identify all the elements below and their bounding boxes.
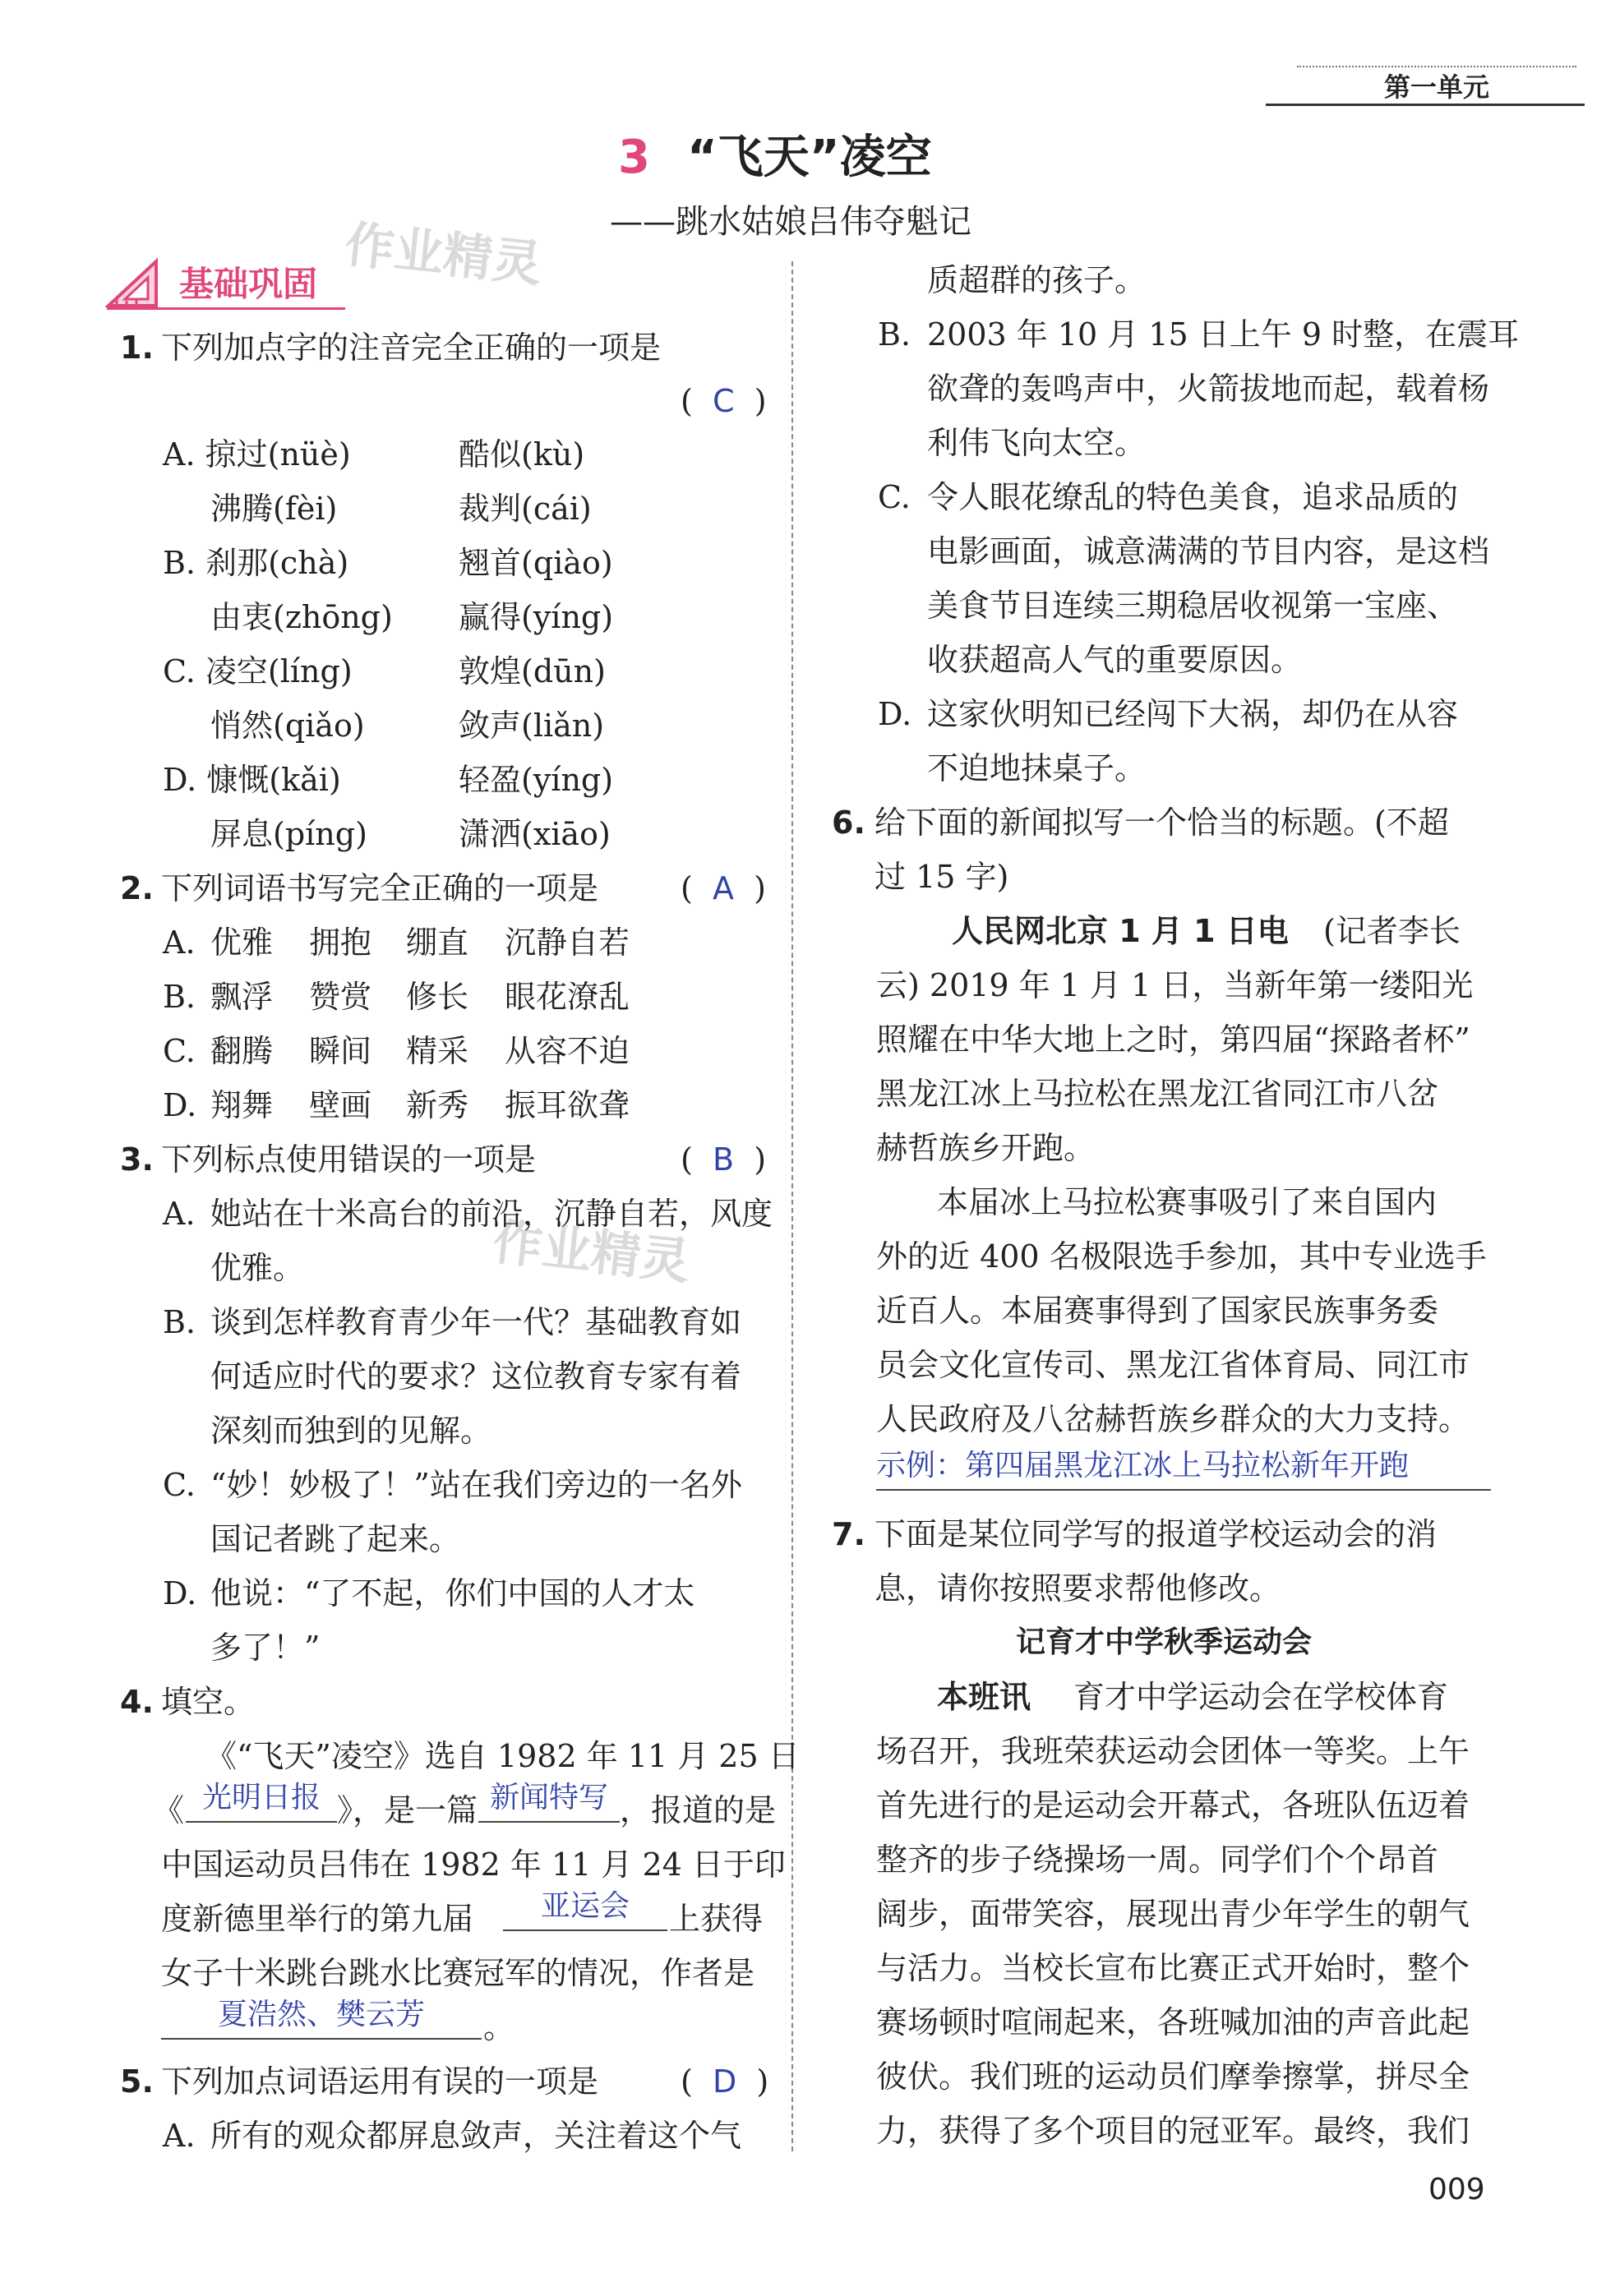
lesson-number: 3 [618,131,650,184]
q7-number: 7. [832,1516,865,1552]
q7-line7: 赛场顿时喧闹起来，各班喊加油的声音此起 [876,2004,1470,2040]
q7-stem-l2: 息，请你按照要求帮他修改。 [875,1570,1281,1607]
q6-stem-l2: 过 15 字) [875,859,1009,895]
q3-option-c-l2: 国记者跳了起来。 [210,1521,461,1557]
q3-option-d-letter: D. [163,1575,197,1611]
q7-line8: 彼伏。我们班的运动员们摩拳擦掌，拼尽全 [876,2059,1470,2095]
q6-p2-l2: 外的近 400 名极限选手参加，其中专业选手 [876,1238,1487,1275]
q6-p2-l3: 近百人。本届赛事得到了国家民族事务委 [876,1293,1439,1329]
q5-option-b-l3: 利伟飞向太空。 [927,425,1147,461]
header-rule [1266,104,1585,106]
q5-option-d-letter: D. [878,696,912,732]
q2-a-w1: 优雅 [210,924,274,961]
q5-answer-paren: ( D ) [681,2063,769,2100]
q1-stem: 下列加点字的注音完全正确的一项是 [161,330,662,366]
q2-b-w2: 赞赏 [309,979,372,1015]
q2-option-d: D. [163,1087,197,1123]
q5-option-c-l3: 美食节目连续三期稳居收视第一宝座、 [927,588,1459,624]
q5-answer: D [712,2063,737,2100]
q2-d-w1: 翔舞 [210,1087,274,1123]
q2-option-b: B. [163,979,196,1015]
lesson-title: “飞天”凌空 [687,131,932,184]
q5-option-b-l1: 2003 年 10 月 15 日上午 9 时整，在震耳 [927,316,1520,353]
q3-option-b-l2: 何适应时代的要求？这位教育专家有着 [210,1358,742,1395]
q3-stem: 下列标点使用错误的一项是 [161,1141,537,1178]
q1-option-d-b: 轻盈(yíng) [459,762,614,798]
q1-option-b-c: 由衷(zhōng) [210,599,393,635]
q5-option-b-letter: B. [878,316,911,353]
q1-option-a: A. 掠过(nüè) [163,436,351,473]
q2-c-w3: 精采 [406,1033,469,1069]
q2-stem: 下列词语书写完全正确的一项是 [161,870,599,906]
q5-option-a-l1: 所有的观众都屏息敛声，关注着这个气 [210,2118,742,2154]
q1-option-a-c: 沸腾(fèi) [210,491,338,527]
q4-line2-c: ，报道的是 [620,1792,777,1828]
q1-option-c-c: 悄然(qiǎo) [210,708,365,744]
q7-article-title: 记育才中学秋季运动会 [1016,1625,1313,1659]
q2-c-w1: 翻腾 [210,1033,274,1069]
q5-option-c-l2: 电影画面，诚意满满的节目内容，是这档 [927,533,1490,569]
q6-answer-title[interactable]: 示例：第四届黑龙江冰上马拉松新年开跑 [876,1443,1491,1491]
q7-lead: 本班讯 [937,1679,1031,1715]
header-dotted-line [1297,66,1576,67]
q3-option-b-l3: 深刻而独到的见解。 [210,1413,492,1449]
q6-p2-l4: 员会文化宣传司、黑龙江省体育局、同江市 [876,1347,1470,1383]
q6-p1-l1: (记者李长 [1323,913,1461,949]
q3-option-b-l1: 谈到怎样教育青少年一代？基础教育如 [210,1304,742,1340]
q6-p2-l5: 人民政府及八岔赫哲族乡群众的大力支持。 [876,1401,1470,1437]
section-underline [107,307,345,310]
q1-option-a-d: 裁判(cái) [459,491,592,527]
q2-c-w2: 瞬间 [309,1033,372,1069]
q6-number: 6. [832,805,865,841]
q5-option-b-l2: 欲聋的轰鸣声中，火箭拔地而起，载着杨 [927,371,1490,407]
q4-line2-a: 《 [153,1792,185,1828]
q2-d-w4: 振耳欲聋 [505,1087,630,1123]
q3-option-c-letter: C. [163,1467,196,1503]
q1-answer: C [712,383,735,419]
q7-line5: 阔步，面带笑容，展现出青少年学生的朝气 [876,1896,1470,1932]
section-label: 基础巩固 [179,264,318,304]
q4-line6: 。 [483,2009,515,2045]
q7-line4: 整齐的步子绕操场一周。同学们个个昂首 [876,1842,1439,1878]
q2-d-w3: 新秀 [406,1087,469,1123]
q2-d-w2: 壁画 [309,1087,372,1123]
q3-answer-paren: ( B ) [681,1141,767,1178]
q5-option-c-letter: C. [878,479,911,515]
q1-option-d: D. 慷慨(kǎi) [163,762,341,798]
ruler-icon [105,258,171,314]
q2-b-w3: 修长 [406,979,469,1015]
q3-option-c-l1: “妙！妙极了！”站在我们旁边的一名外 [210,1467,742,1503]
q7-line9: 力，获得了多个项目的冠亚军。最终，我们 [876,2113,1470,2149]
q6-p1-l3: 照耀在中华大地上之时，第四届“探路者杯” [876,1021,1470,1058]
q3-option-b-letter: B. [163,1304,196,1340]
q7-stem-l1: 下面是某位同学写的报道学校运动会的消 [875,1516,1438,1552]
q5-option-c-l4: 收获超高人气的重要原因。 [927,642,1303,678]
q5-option-a-letter: A. [163,2118,196,2154]
q1-number: 1. [120,330,154,366]
q4-blank-authors[interactable]: 夏浩然、樊云芳 [161,1992,482,2040]
q5-option-a-l2: 质超群的孩子。 [927,262,1147,298]
q2-answer-paren: ( A ) [681,870,766,906]
q3-answer: B [712,1141,735,1178]
q3-option-a-l1: 她站在十米高台的前沿，沉静自若，风度 [210,1196,773,1232]
q4-blank-event[interactable]: 亚运会 [503,1883,667,1931]
q4-line4-a: 度新德里举行的第九届 [161,1901,474,1937]
q2-answer: A [712,870,734,906]
q7-line6: 与活力。当校长宣布比赛正式开始时，整个 [876,1950,1470,1986]
q6-p1-l5: 赫哲族乡开跑。 [876,1130,1096,1166]
q4-number: 4. [120,1684,154,1720]
q7-line2: 场召开，我班荣获运动会团体一等奖。上午 [876,1733,1470,1769]
watermark-2: 作业精灵 [490,1213,693,1292]
q2-number: 2. [120,870,154,906]
q3-option-d-l2: 多了！” [210,1630,321,1666]
q2-a-w2: 拥抱 [309,924,372,961]
q3-option-a-l2: 优雅。 [210,1250,305,1286]
q1-option-c-d: 敛声(liǎn) [459,708,605,744]
q2-option-c: C. [163,1033,196,1069]
q1-answer-paren: ( C ) [681,383,767,419]
q2-b-w1: 飘浮 [210,979,274,1015]
q4-line5: 女子十米跳台跳水比赛冠军的情况，作者是 [161,1955,755,1991]
q4-line3: 中国运动员吕伟在 1982 年 11 月 24 日于印 [161,1846,786,1883]
q5-option-d-l1: 这家伙明知已经闯下大祸，却仍在从容 [927,696,1459,732]
q4-line1: 《“飞天”凌空》选自 1982 年 11 月 25 日 [205,1738,800,1774]
q1-option-c: C. 凌空(líng) [163,653,353,689]
q7-line3: 首先进行的是运动会开幕式，各班队伍迈着 [876,1787,1470,1823]
q5-option-d-l2: 不迫地抹桌子。 [927,750,1147,786]
page-number: 009 [1428,2173,1485,2206]
q1-option-d-d: 潇洒(xiāo) [459,816,611,852]
q4-line4-b: 上获得 [669,1901,764,1937]
q1-option-c-b: 敦煌(dūn) [459,653,606,689]
q4-blank-genre[interactable]: 新闻特写 [478,1775,620,1823]
q3-option-a-letter: A. [163,1196,196,1232]
q1-option-d-c: 屏息(píng) [210,816,367,852]
q3-option-d-l1: 他说：“了不起，你们中国的人才太 [210,1575,695,1611]
lesson-subtitle: ——跳水姑娘吕伟夺魁记 [610,203,971,241]
q6-p1-l4: 黑龙江冰上马拉松在黑龙江省同江市八岔 [876,1076,1439,1112]
q5-stem: 下列加点词语运用有误的一项是 [161,2063,599,2100]
q2-option-a: A. [163,924,196,961]
unit-label: 第一单元 [1383,71,1489,103]
q1-option-b-d: 赢得(yíng) [459,599,614,635]
q2-c-w4: 从容不迫 [505,1033,630,1069]
q6-p2-l1: 本届冰上马拉松赛事吸引了来自国内 [937,1184,1438,1220]
q5-option-c-l1: 令人眼花缭乱的特色美食，追求品质的 [927,479,1459,515]
q1-option-b: B. 刹那(chà) [163,545,349,581]
q4-stem: 填空。 [161,1684,256,1720]
q2-b-w4: 眼花潦乱 [505,979,630,1015]
q4-blank-newspaper[interactable]: 光明日报 [186,1775,337,1823]
q6-stem-l1: 给下面的新闻拟写一个恰当的标题。(不超 [875,805,1449,841]
q6-dateline: 人民网北京 1 月 1 日电 [952,913,1289,949]
q6-p1-l2: 云) 2019 年 1 月 1 日，当新年第一缕阳光 [876,967,1474,1003]
q1-option-a-b: 酷似(kù) [459,436,585,473]
watermark: 作业精灵 [342,215,545,294]
q1-option-b-b: 翘首(qiào) [459,545,613,581]
q4-line2-b: 》，是一篇 [337,1792,478,1828]
q2-a-w3: 绷直 [406,924,469,961]
q5-number: 5. [120,2063,154,2100]
q3-number: 3. [120,1141,154,1178]
column-divider [791,261,793,2151]
q2-a-w4: 沉静自若 [505,924,630,961]
q7-line1: 育才中学运动会在学校体育 [1073,1679,1449,1715]
